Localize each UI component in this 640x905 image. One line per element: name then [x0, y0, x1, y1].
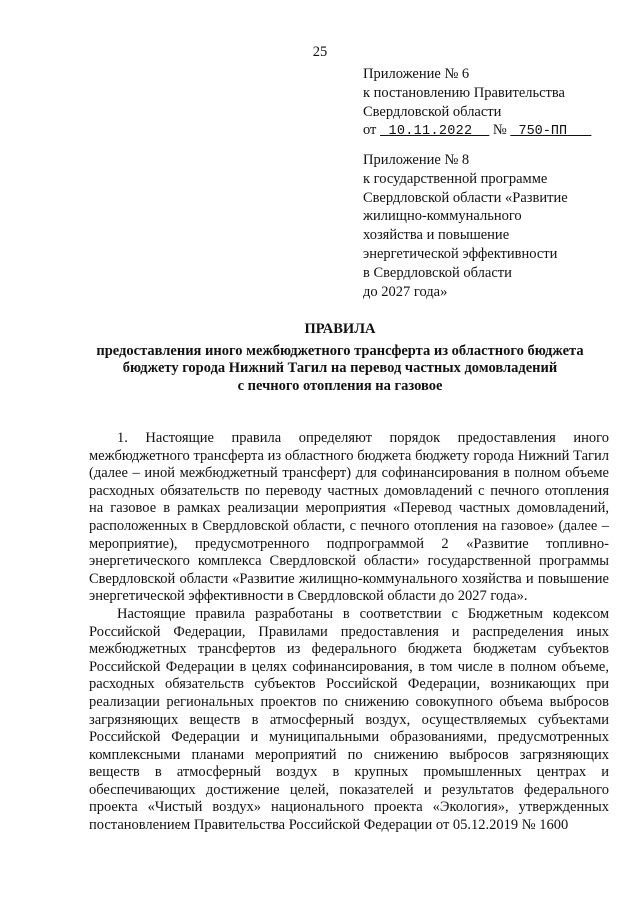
title-line-2: бюджету города Нижний Тагил на перевод частных домовладений — [122, 360, 558, 376]
appendix-8-line-2: к государственной программе — [363, 170, 548, 187]
appendix-8-line-6: энергетической эффективности — [363, 245, 558, 262]
document-body — [89, 430, 609, 835]
decree-number: 750-ПП — [518, 124, 568, 140]
appendix-8-line-8: до 2027 года» — [363, 283, 448, 300]
appendix-6-header — [363, 65, 623, 142]
date-prefix: от — [363, 122, 377, 139]
appendix-8-header — [363, 151, 623, 301]
appendix-8-line-4: жилищно-коммунального — [363, 208, 522, 225]
appendix-6-reference: к постановлению Правительства — [363, 84, 565, 101]
appendix-8-line-5: хозяйства и повышение — [363, 227, 510, 244]
title-main: ПРАВИЛА — [304, 321, 376, 337]
appendix-8-title: Приложение № 8 — [363, 152, 470, 168]
appendix-8-line-7: в Свердловской области — [363, 264, 512, 281]
appendix-6-signature-line — [363, 121, 623, 142]
appendix-6-title: Приложение № 6 — [363, 66, 470, 82]
paragraph-1: 1. Настоящие правила определяют порядок предоставления иного межбюджетного трансферта из областного бюджета бюджету города Нижний Тагил (далее – иной межбюджетный трансферт) для софинансирования в полном объеме расходных обязательств по переводу частных домовладений с печного отопления на газовое в рамках реализации мероприятия «Перевод частных домовладений, расположенных в Свердловской области, с печного отопления на газовое» (далее – мероприятие), предусмотренного подпрограммой 2 «Развитие топливно-энергетического комплекса Свердловской области» государственной программы Свердловской области «Развитие жилищно-коммунального хозяйства и повышение энергетической эффективности в Свердловской области до 2027 года». — [89, 430, 609, 605]
appendix-8-line-3: Свердловской области «Развитие — [363, 189, 568, 206]
page-number: 25 — [312, 44, 328, 60]
appendix-6-region: Свердловской области — [363, 103, 502, 120]
document-title — [40, 321, 640, 395]
number-prefix: № — [492, 122, 507, 139]
paragraph-2: Настоящие правила разработаны в соответствии с Бюджетным кодексом Российской Федерации, Правилами предоставления и распределения иных межбюджетных трансфертов из федерального бюджета бюджетам субъектов Российской Федерации в целях софинансирования, в том числе в полном объеме, расходных обязательств субъектов Российской Федерации, возникающих при реализации региональных проектов по снижению совокупного объема выбросов загрязняющих веществ в атмосферный воздух, осуществляемых субъектами Российской Федерации и муниципальными образованиями, предусмотренных комплексными планами мероприятий по снижению выбросов загрязняющих веществ в атмосферный воздух в крупных промышленных центрах и обеспечивающих достижение целей, показателей и результатов федерального проекта «Чистый воздух» национального проекта «Экология», утвержденных постановлением Правительства Российской Федерации от 05.12.2019 № 1600 — [89, 605, 609, 834]
decree-date: 10.11.2022 — [388, 124, 473, 140]
title-line-3: с печного отопления на газовое — [237, 377, 443, 394]
title-line-1: предоставления иного межбюджетного трансферта из областного бюджета — [96, 342, 584, 359]
